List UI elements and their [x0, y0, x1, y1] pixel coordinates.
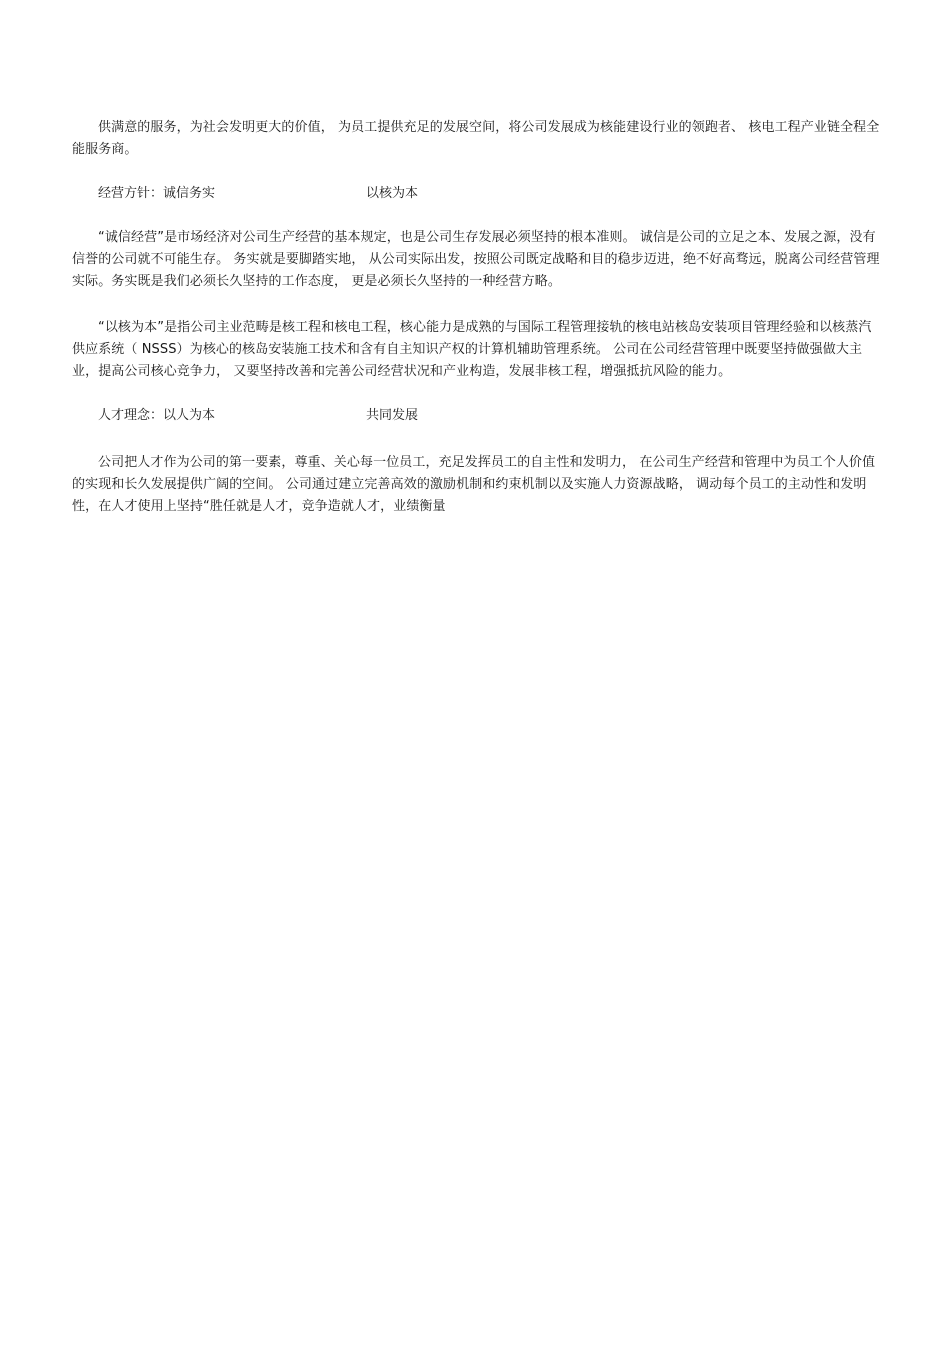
business-policy-heading — [98, 183, 498, 205]
talent-philosophy-label: 人才理念：以人为本 — [98, 408, 216, 423]
talent-philosophy-value: 共同发展 — [366, 408, 419, 423]
paragraph-integrity: “诚信经营”是市场经济对公司生产经营的基本规定，也是公司生存发展必须坚持的根本准则。 诚信是公司的立足之本、发展之源，没有信誉的公司就不可能生存。 务实就是要脚踏实地， 从公司实际出发，按照公司既定战略和目的稳步迈进，绝不好高骛远，脱离公司经营管理实际。务实既是我们必须长久坚持的工作态度， 更是必须长久坚持的一种经营方略。 — [72, 230, 880, 289]
paragraph-service-vision: 供满意的服务，为社会发明更大的价值， 为员工提供充足的发展空间，将公司发展成为核能建设行业的领跑者、 核电工程产业链全程全能服务商。 — [72, 120, 880, 157]
business-policy-value: 以核为本 — [366, 186, 419, 201]
paragraph-talent: 公司把人才作为公司的第一要素，尊重、关心每一位员工，充足发挥员工的自主性和发明力， 在公司生产经营和管理中为员工个人价值的实现和长久发展提供广阔的空间。 公司通过建立完善高效的激励机制和约束机制以及实施人力资源战略， 调动每个员工的主动性和发明性，在人才使用上坚持“胜任就是人才，竞争造就人才，业绩衡量 — [72, 455, 876, 514]
talent-philosophy-heading — [98, 405, 498, 427]
business-policy-label: 经营方针：诚信务实 — [98, 186, 216, 201]
paragraph-nuclear-core: “以核为本”是指公司主业范畴是核工程和核电工程，核心能力是成熟的与国际工程管理接轨的核电站核岛安装项目管理经验和以核蒸汽供应系统（ NSSS）为核心的核岛安装施工技术和含有自主知识产权的计算机辅助管理系统。 公司在公司经营管理中既要坚持做强做大主业，提高公司核心竞争力， 又要坚持改善和完善公司经营状况和产业构造，发展非核工程，增强抵抗风险的能力。 — [72, 320, 872, 379]
